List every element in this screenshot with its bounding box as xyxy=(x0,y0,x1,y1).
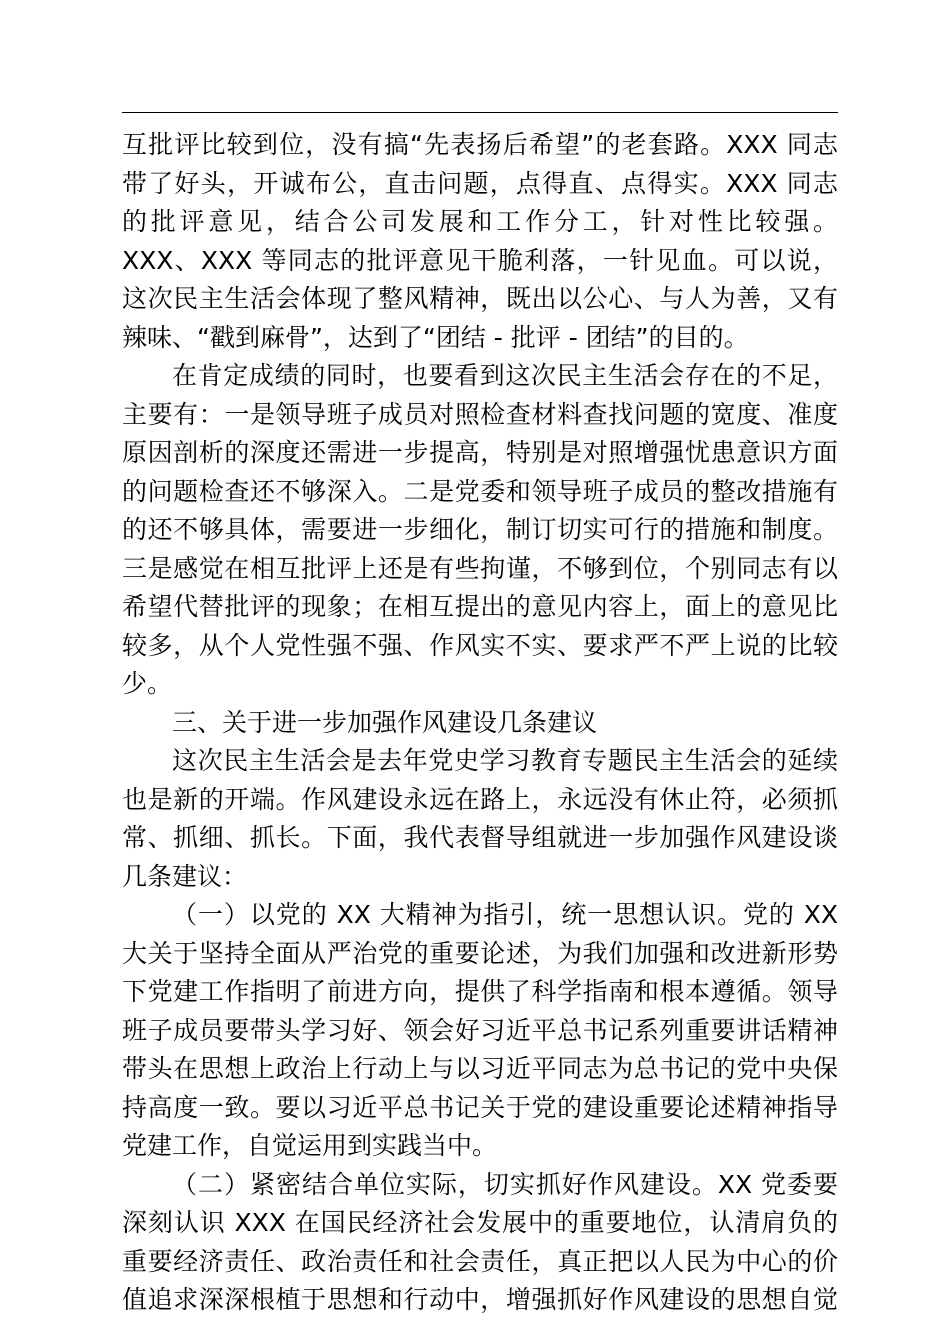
text-line: 原因剖析的深度还需进一步提高，特别是对照增强忧患意识方面 xyxy=(122,438,838,467)
text-line: 深刻认识 XXX 在国民经济社会发展中的重要地位，认清肩负的 xyxy=(122,1208,838,1237)
text-line: 的还不够具体，需要进一步细化，制订切实可行的措施和制度。 xyxy=(122,515,838,544)
text-line: 持高度一致。要以习近平总书记关于党的建设重要论述精神指导 xyxy=(122,1092,838,1122)
text-line: 重要经济责任、政治责任和社会责任，真正把以人民为中心的价 xyxy=(122,1246,838,1276)
text-line: 较多，从个人党性强不强、作风实不实、要求严不严上说的比较 xyxy=(122,630,838,660)
text-line: XXX、XXX 等同志的批评意见干脆利落，一针见血。可以说， xyxy=(122,245,838,275)
text-line: 辣味、“戳到麻骨”，达到了“团结 - 批评 - 团结”的目的。 xyxy=(122,322,749,352)
text-line: 主要有：一是领导班子成员对照检查材料查找问题的宽度、准度 xyxy=(122,399,838,429)
text-line: 值追求深深根植于思想和行动中，增强抓好作风建设的思想自觉 xyxy=(122,1285,838,1314)
text-line: 在肯定成绩的同时，也要看到这次民主生活会存在的不足， xyxy=(172,361,838,390)
text-line: 班子成员要带头学习好、领会好习近平总书记系列重要讲话精神 xyxy=(122,1015,838,1045)
text-line: 互批评比较到位，没有搞“先表扬后希望”的老套路。XXX 同志 xyxy=(122,130,838,159)
text-line: 带了好头，开诚布公，直击问题，点得直、点得实。XXX 同志 xyxy=(122,168,838,198)
text-line: 这次民主生活会是去年党史学习教育专题民主生活会的延续 xyxy=(172,746,838,775)
text-line: 少。 xyxy=(122,669,173,698)
text-line: 也是新的开端。作风建设永远在路上，永远没有休止符，必须抓 xyxy=(122,784,838,814)
text-line: （一）以党的 XX 大精神为指引，统一思想认识。党的 XX xyxy=(172,900,838,929)
text-line: （二）紧密结合单位实际，切实抓好作风建设。XX 党委要 xyxy=(172,1169,838,1199)
text-line: 三、关于进一步加强作风建设几条建议 xyxy=(172,707,598,737)
text-line: 下党建工作指明了前进方向，提供了科学指南和根本遵循。领导 xyxy=(122,977,838,1006)
text-line: 的问题检查还不够深入。二是党委和领导班子成员的整改措施有 xyxy=(122,476,838,506)
text-line: 的批评意见，结合公司发展和工作分工，针对性比较强。 xyxy=(122,207,838,236)
text-line: 几条建议： xyxy=(122,861,248,891)
text-line: 这次民主生活会体现了整风精神，既出以公心、与人为善，又有 xyxy=(122,284,838,313)
text-line: 带头在思想上政治上行动上与以习近平同志为总书记的党中央保 xyxy=(122,1054,838,1083)
document-body xyxy=(122,126,838,1320)
text-line: 大关于坚持全面从严治党的重要论述，为我们加强和改进新形势 xyxy=(122,938,838,968)
text-line: 党建工作，自觉运用到实践当中。 xyxy=(122,1131,498,1160)
text-line: 希望代替批评的现象；在相互提出的意见内容上，面上的意见比 xyxy=(122,592,838,621)
text-line: 常、抓细、抓长。下面，我代表督导组就进一步加强作风建设谈 xyxy=(122,823,838,852)
text-line: 三是感觉在相互批评上还是有些拘谨，不够到位，个别同志有以 xyxy=(122,553,838,583)
header-rule xyxy=(122,112,838,113)
